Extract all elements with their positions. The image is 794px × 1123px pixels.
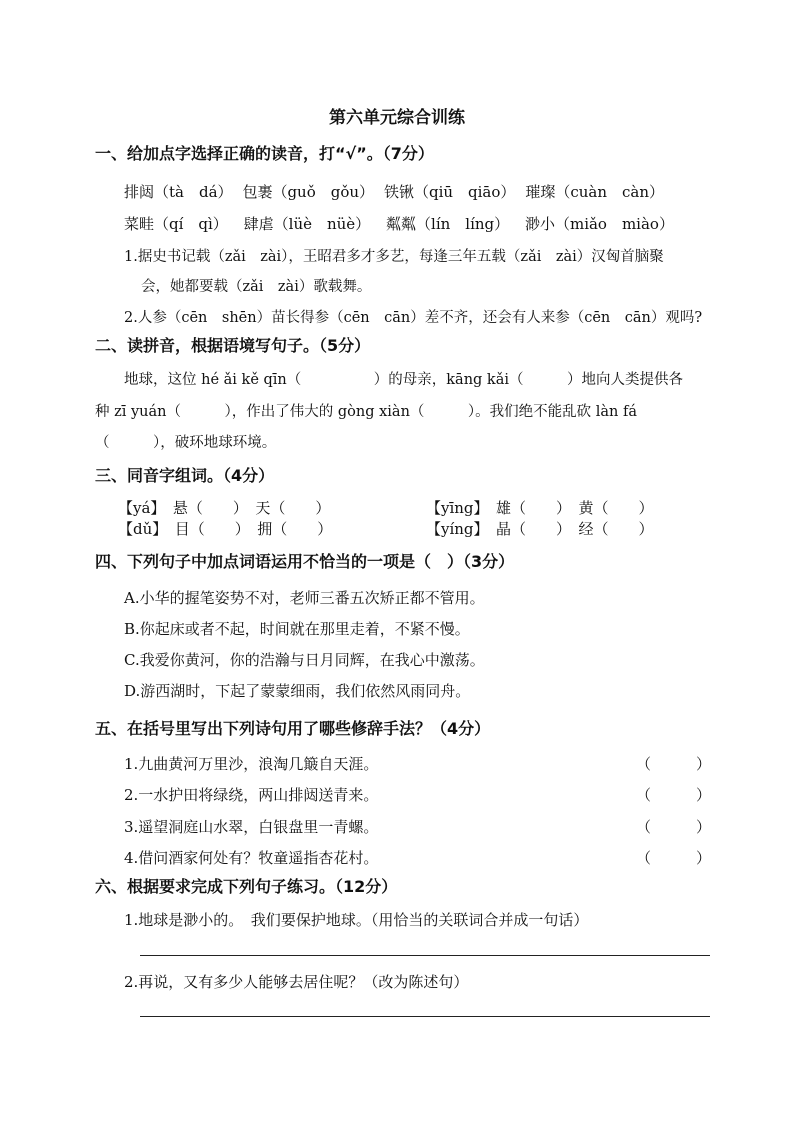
pinyin-item: 粼粼（lín líng） [386, 215, 510, 233]
answer-paren: （ ） [636, 818, 712, 836]
answer-line [140, 955, 710, 956]
answer-line [140, 1016, 710, 1017]
question-1-2: 2.人参（cēn shēn）苗长得参（cēn cān）差不齐，还会有人来参（cēn cān）观吗? [124, 310, 703, 326]
pinyin-item: 排闼（tà dá） [124, 183, 233, 201]
question-1-1a: 1.据史书记载（zǎi zài），王昭君多才多艺，每逢三年五载（zǎi zài）汉匈首脑聚 [124, 249, 664, 265]
option-a: A.小华的握笔姿势不对，老师三番五次矫正都不管用。 [124, 589, 485, 607]
question-6-2: 2.再说，又有多少人能够去居住呢？（改为陈述句） [124, 973, 469, 991]
pinyin-item: 包裹（guǒ gǒu） [242, 183, 375, 201]
poem-line-4: 4.借问酒家何处有？牧童遥指杏花村。 [124, 849, 379, 867]
section-3-heading: 三、同音字组词。（4分） [95, 466, 275, 485]
section-2-line-3: （ ），破环地球环境。 [95, 435, 277, 451]
section-5-heading: 五、在括号里写出下列诗句用了哪些修辞手法？（4分） [95, 719, 491, 738]
section-2-line-2: 种 zī yuán（ ），作出了伟大的 gòng xiàn（ ）。我们绝不能乱砍 làn fá [95, 404, 638, 420]
pinyin-row-1 [124, 181, 664, 202]
section-2-line-1: 地球，这位 hé ǎi kě qīn（ ）的母亲，kāng kǎi（ ）地向人类提供各 [124, 372, 683, 388]
page-title: 第六单元综合训练 [329, 108, 465, 128]
answer-paren: （ ） [636, 849, 712, 867]
section-4-heading: 四、下列句子中加点词语运用不恰当的一项是（ ）（3分） [95, 552, 515, 571]
pinyin-item: 渺小（miǎo miào） [524, 215, 674, 233]
option-b: B.你起床或者不起，时间就在那里走着，不紧不慢。 [124, 620, 470, 638]
pinyin-item: 璀璨（cuàn càn） [525, 183, 664, 201]
answer-paren: （ ） [636, 755, 712, 773]
homophone-row-2b: 【yíng】 晶（ ） 经（ ） [426, 520, 654, 538]
question-1-1b: 会，她都要载（zǎi zài）歌载舞。 [141, 279, 372, 295]
section-2-heading: 二、读拼音，根据语境写句子。（5分） [95, 336, 371, 355]
answer-paren: （ ） [636, 786, 712, 804]
option-c: C.我爱你黄河，你的浩瀚与日月同辉，在我心中激荡。 [124, 651, 485, 669]
pinyin-item: 铁锹（qiū qiāo） [383, 183, 516, 201]
homophone-row-1b: 【yīng】 雄（ ） 黄（ ） [426, 499, 654, 517]
homophone-row-2a: 【dǔ】 目（ ） 拥（ ） [118, 520, 333, 538]
pinyin-item: 菜畦（qí qì） [124, 215, 228, 233]
poem-line-2: 2.一水护田将绿绕，两山排闼送青来。 [124, 786, 379, 804]
section-6-heading: 六、根据要求完成下列句子练习。（12分） [95, 877, 398, 896]
section-1-heading: 一、给加点字选择正确的读音，打“√”。（7分） [95, 144, 434, 163]
question-6-1: 1.地球是渺小的。 我们要保护地球。（用恰当的关联词合并成一句话） [124, 911, 589, 929]
poem-line-3: 3.遥望洞庭山水翠，白银盘里一青螺。 [124, 818, 379, 836]
pinyin-item: 肆虐（lüè nüè） [243, 215, 371, 233]
homophone-row-1a: 【yá】 悬（ ） 天（ ） [118, 499, 331, 517]
poem-line-1: 1.九曲黄河万里沙，浪淘几簸自天涯。 [124, 755, 379, 773]
option-d: D.游西湖时，下起了蒙蒙细雨，我们依然风雨同舟。 [124, 682, 471, 700]
pinyin-row-2 [124, 213, 674, 234]
